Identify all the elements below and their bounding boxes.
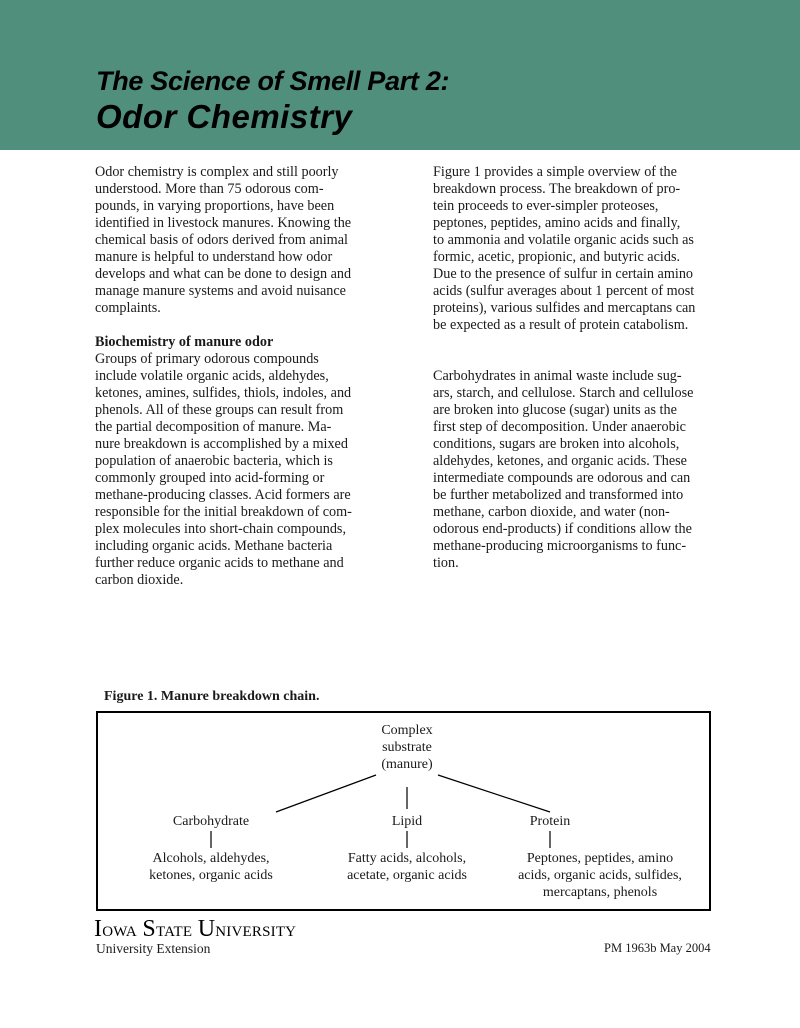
product-line: Fatty acids, alcohols, — [347, 851, 467, 866]
university-extension: University Extension — [96, 941, 211, 956]
text-line: conditions, sugars are broken into alcohols, — [433, 436, 680, 452]
right-column — [433, 164, 733, 572]
text-line: are broken into glucose (sugar) units as the — [433, 402, 677, 418]
text-line: Groups of primary odorous compounds — [95, 351, 319, 367]
text-line: Odor chemistry is complex and still poorly — [95, 164, 339, 180]
text-line: chemical basis of odors derived from animal — [95, 232, 348, 248]
text-line: the partial decomposition of manure. Ma- — [95, 419, 332, 435]
text-line: formic, acetic, propionic, and butyric acids. — [433, 249, 681, 265]
text-line: tion. — [433, 555, 459, 571]
text-line: first step of decomposition. Under anaerobic — [433, 419, 686, 435]
text-line: aldehydes, ketones, and organic acids. These — [433, 453, 687, 469]
carbohydrates-paragraph — [433, 368, 733, 572]
text-line: further reduce organic acids to methane and — [95, 555, 344, 571]
publication-number: PM 1963b May 2004 — [604, 941, 711, 955]
product-line: Peptones, peptides, amino — [526, 851, 674, 866]
text-line: ketones, amines, sulfides, thiols, indoles, and — [95, 385, 352, 401]
text-line: Figure 1 provides a simple overview of the — [433, 164, 677, 180]
text-line: manure is helpful to understand how odor — [95, 249, 333, 265]
text-line: tein proceeds to ever-simpler proteoses, — [433, 198, 659, 214]
connector-root-protein — [438, 775, 550, 812]
text-line: nure breakdown is accomplished by a mixed — [95, 436, 348, 452]
title-line-1: The Science of Smell Part 2: — [96, 66, 450, 96]
branch-carbohydrate: Carbohydrate — [172, 814, 250, 829]
text-line: plex molecules into short-chain compounds, — [95, 521, 346, 537]
root-node — [357, 722, 457, 773]
root-node-line: substrate — [382, 740, 432, 755]
text-line: population of anaerobic bacteria, which is — [95, 453, 333, 469]
text-line: complaints. — [95, 300, 161, 316]
text-line: methane-producing classes. Acid formers are — [95, 487, 351, 503]
left-column — [95, 164, 395, 589]
biochemistry-paragraph — [95, 351, 395, 589]
text-line: peptones, peptides, amino acids and finally, — [433, 215, 681, 231]
text-line: understood. More than 75 odorous com- — [95, 181, 324, 197]
text-line: manage manure systems and avoid nuisance — [95, 283, 346, 299]
intro-paragraph — [95, 164, 395, 317]
text-line: Carbohydrates in animal waste include sug- — [433, 368, 682, 384]
branch-lipid: Lipid — [391, 814, 423, 829]
text-line: proteins), various sulfides and mercaptans can — [433, 300, 696, 316]
text-line: commonly grouped into acid-forming or — [95, 470, 325, 486]
connector-root-carbohydrate — [276, 775, 376, 812]
lipid-products — [322, 850, 492, 884]
text-line: pounds, in varying proportions, have been — [95, 198, 335, 214]
text-line: phenols. All of these groups can result from — [95, 402, 344, 418]
text-line: be further metabolized and transformed into — [433, 487, 684, 503]
text-line: intermediate compounds are odorous and can — [433, 470, 691, 486]
text-line: methane-producing microorganisms to func- — [433, 538, 687, 554]
product-line: acetate, organic acids — [347, 868, 467, 883]
branch-protein: Protein — [529, 814, 571, 829]
text-line: breakdown process. The breakdown of pro- — [433, 181, 681, 197]
text-line: Due to the presence of sulfur in certain amino — [433, 266, 694, 282]
text-line: identified in livestock manures. Knowing the — [95, 215, 352, 231]
section-heading: Biochemistry of manure odor — [95, 334, 274, 350]
product-line: acids, organic acids, sulfides, — [518, 868, 682, 883]
title-line-2: Odor Chemistry — [96, 98, 353, 135]
text-line: ars, starch, and cellulose. Starch and cellulose — [433, 385, 694, 401]
product-line: mercaptans, phenols — [542, 885, 658, 900]
university-logo: Iowa State University — [94, 916, 297, 942]
text-line: responsible for the initial breakdown of com- — [95, 504, 352, 520]
text-line: develops and what can be done to design and — [95, 266, 352, 282]
carbohydrate-products — [126, 850, 296, 884]
text-line: odorous end-products) if conditions allow the — [433, 521, 692, 537]
figure-overview-paragraph — [433, 164, 733, 334]
product-line: ketones, organic acids — [149, 868, 273, 883]
text-line: including organic acids. Methane bacteria — [95, 538, 333, 554]
text-line: to ammonia and volatile organic acids such as — [433, 232, 694, 248]
figure-caption: Figure 1. Manure breakdown chain. — [104, 689, 320, 704]
root-node-line: Complex — [381, 723, 433, 738]
text-line: methane, carbon dioxide, and water (non- — [433, 504, 670, 520]
protein-products — [505, 850, 695, 901]
text-line: be expected as a result of protein catabolism. — [433, 317, 689, 333]
root-node-line: (manure) — [381, 757, 433, 772]
text-line: carbon dioxide. — [95, 572, 184, 588]
text-line: acids (sulfur averages about 1 percent of most — [433, 283, 695, 299]
text-line: include volatile organic acids, aldehydes, — [95, 368, 329, 384]
product-line: Alcohols, aldehydes, — [152, 851, 270, 866]
